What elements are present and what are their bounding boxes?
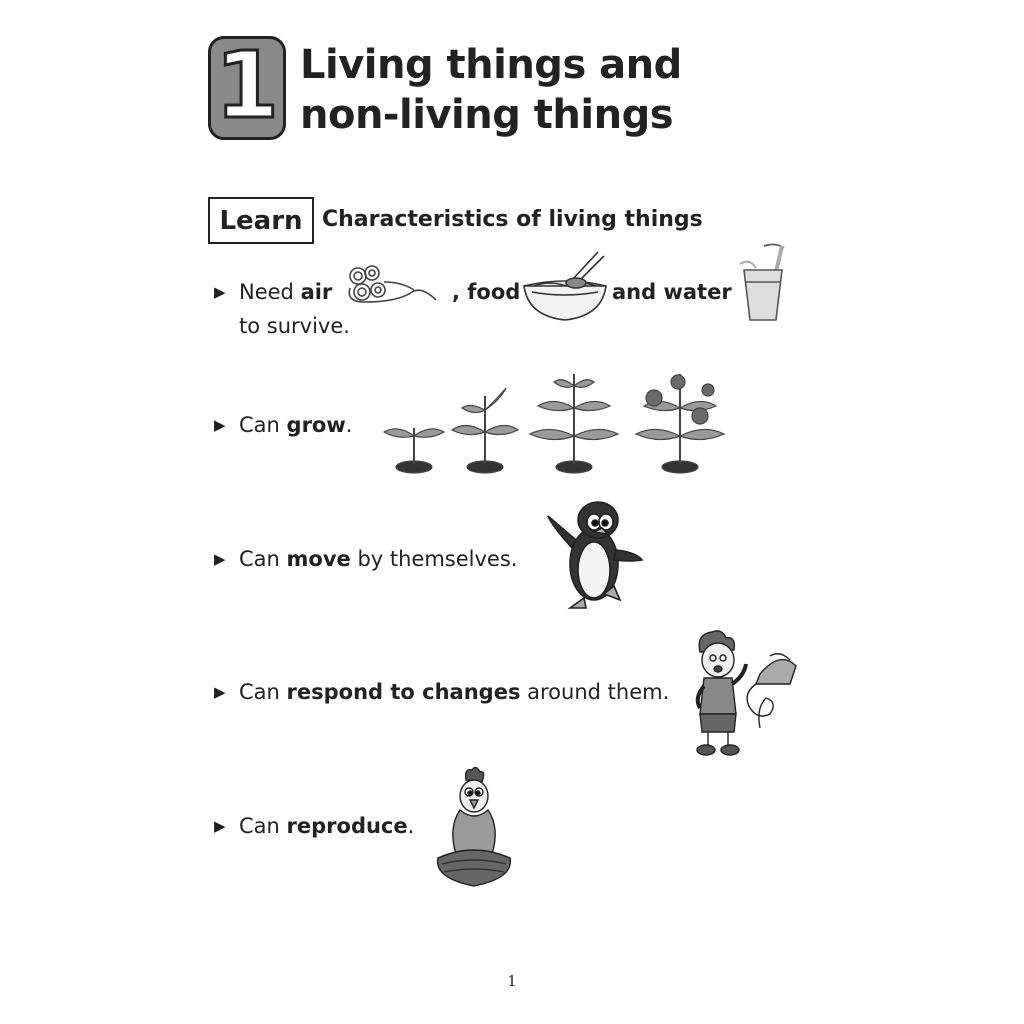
bullet-needs bbox=[214, 276, 814, 346]
plant-growth-stages bbox=[378, 366, 738, 478]
bullet-move bbox=[214, 543, 534, 575]
bullet-reproduce bbox=[214, 810, 434, 842]
page-number: 1 bbox=[507, 972, 517, 990]
bullet-text: Can move by themselves. bbox=[239, 547, 518, 571]
chapter-number: 1 bbox=[214, 32, 279, 139]
penguin bbox=[544, 498, 644, 618]
boy-touching-iron bbox=[686, 628, 802, 762]
bullet-arrow-icon: ▶ bbox=[214, 683, 226, 701]
chapter-title bbox=[300, 40, 682, 140]
section-heading: Characteristics of living things bbox=[322, 207, 703, 232]
noodle-bowl-icon bbox=[520, 250, 610, 324]
bullet-text-line2: to survive. bbox=[239, 314, 350, 338]
bullet-respond bbox=[214, 676, 674, 708]
chapter-number-badge bbox=[208, 32, 286, 140]
hen-on-nest bbox=[434, 766, 514, 890]
bullet-arrow-icon: ▶ bbox=[214, 283, 226, 301]
chapter-title-line1: Living things and bbox=[300, 42, 682, 88]
water-glass-icon bbox=[736, 242, 788, 324]
bullet-text: Can grow. bbox=[239, 413, 353, 437]
water-label: and water bbox=[612, 280, 732, 304]
bullet-arrow-icon: ▶ bbox=[214, 416, 226, 434]
bullet-arrow-icon: ▶ bbox=[214, 550, 226, 568]
chapter-title-line2: non-living things bbox=[300, 92, 674, 138]
food-label: , food bbox=[452, 280, 521, 304]
air-swirl-icon bbox=[342, 262, 438, 310]
learn-badge: Learn bbox=[208, 197, 314, 244]
bullet-text: Can respond to changes around them. bbox=[239, 680, 670, 704]
bullet-text: Can reproduce. bbox=[239, 814, 415, 838]
bullet-arrow-icon: ▶ bbox=[214, 817, 226, 835]
bullet-text: Need air bbox=[239, 280, 333, 304]
